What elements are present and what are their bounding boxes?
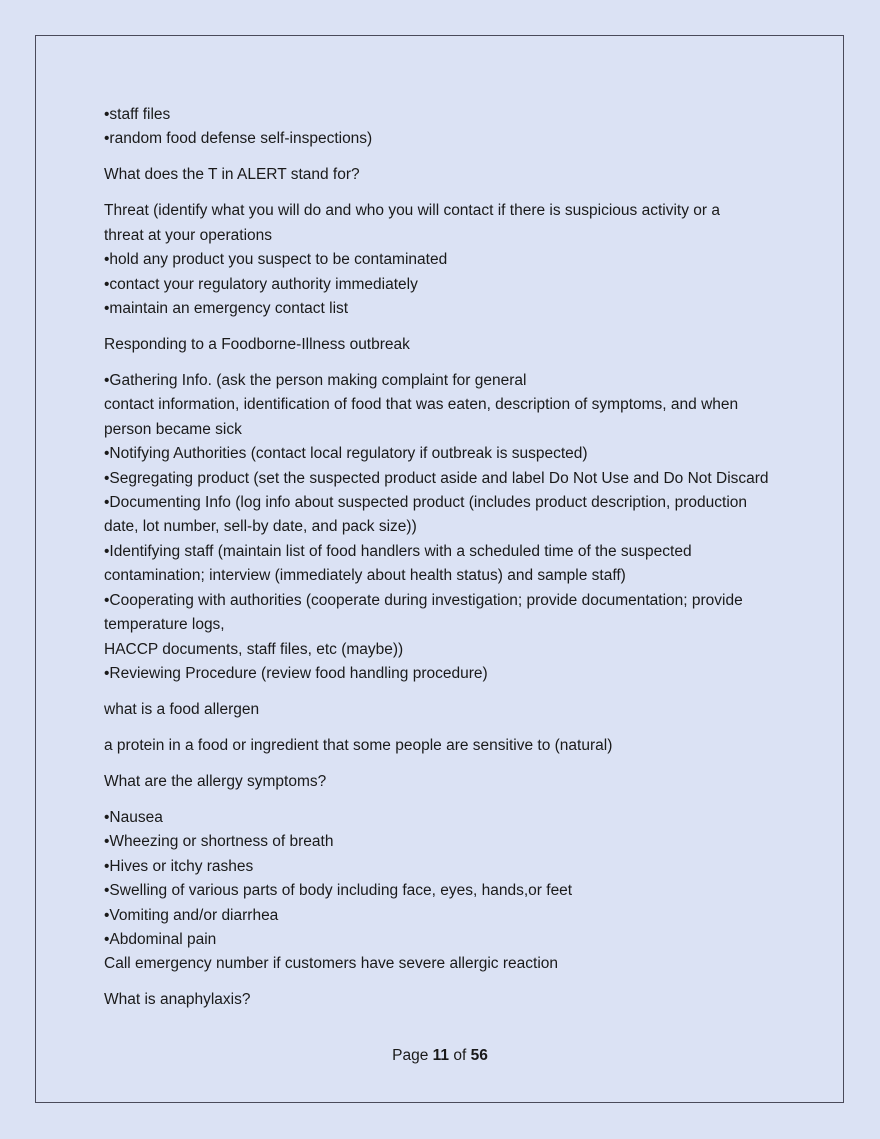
paragraph-spacer <box>104 188 794 200</box>
paragraph <box>104 698 794 722</box>
text-line: •Notifying Authorities (contact local regulatory if outbreak is suspected) <box>104 445 588 463</box>
text-line: •Cooperating with authorities (cooperate during investigation; provide documentation; provide <box>104 591 743 609</box>
text-line: threat at your operations <box>104 226 273 244</box>
text-line: a protein in a food or ingredient that some people are sensitive to (natural) <box>104 736 613 754</box>
text-line: •Segregating product (set the suspected product aside and label Do Not Use and Do Not Discard <box>104 469 769 487</box>
text-line: •staff files <box>104 106 171 123</box>
paragraph <box>104 333 794 357</box>
text-line: What are the allergy symptoms? <box>104 772 327 790</box>
text-line: •Swelling of various parts of body including face, eyes, hands,or feet <box>104 882 573 900</box>
text-line: •Hives or itchy rashes <box>104 857 254 875</box>
text-line: What does the T in ALERT stand for? <box>104 166 360 184</box>
text-line: •Identifying staff (maintain list of food handlers with a scheduled time of the suspected <box>104 542 692 560</box>
page-footer <box>0 1045 880 1067</box>
text-line: person became sick <box>104 420 242 438</box>
text-line: date, lot number, sell-by date, and pack size)) <box>104 518 417 536</box>
paragraph <box>104 163 794 187</box>
text-line: •Wheezing or shortness of breath <box>104 833 334 851</box>
text-line: •maintain an emergency contact list <box>104 300 349 318</box>
text-line: •contact your regulatory authority immediately <box>104 275 418 293</box>
paragraph-spacer <box>104 722 794 734</box>
paragraph-spacer <box>104 686 794 698</box>
paragraph-spacer <box>104 357 794 369</box>
text-line: HACCP documents, staff files, etc (maybe)) <box>104 640 404 658</box>
current-page-number: 11 <box>432 1047 450 1064</box>
paragraph-spacer <box>104 152 794 164</box>
paragraph-spacer <box>104 977 794 989</box>
text-line: Call emergency number if customers have severe allergic reaction <box>104 955 559 973</box>
text-line: What is anaphylaxis? <box>104 991 251 1009</box>
text-line: •Gathering Info. (ask the person making complaint for general <box>104 372 527 390</box>
text-line: •Documenting Info (log info about suspected product (includes product description, production <box>104 494 748 512</box>
paragraph-spacer <box>104 321 794 333</box>
text-line: Responding to a Foodborne-Illness outbreak <box>104 336 410 354</box>
paragraph <box>104 988 794 1012</box>
text-line: contamination; interview (immediately about health status) and sample staff) <box>104 567 626 585</box>
text-line: what is a food allergen <box>104 700 260 718</box>
paragraph <box>104 369 794 686</box>
text-line: •Nausea <box>104 808 163 826</box>
page-label: Page <box>392 1047 429 1064</box>
total-pages-number: 56 <box>470 1047 488 1064</box>
paragraph <box>104 199 794 321</box>
text-line: Threat (identify what you will do and who you will contact if there is suspicious activity or a <box>104 202 720 220</box>
paragraph <box>104 806 794 977</box>
paragraph <box>104 734 794 758</box>
text-line: •Reviewing Procedure (review food handling procedure) <box>104 664 488 682</box>
paragraph-spacer <box>104 758 794 770</box>
text-line: •Vomiting and/or diarrhea <box>104 906 279 924</box>
text-line: contact information, identification of food that was eaten, description of symptoms, and when <box>104 396 739 414</box>
text-line: temperature logs, <box>104 616 225 634</box>
text-line: •random food defense self-inspections) <box>104 130 373 148</box>
paragraph <box>104 770 794 794</box>
document-body <box>104 103 794 1013</box>
paragraph <box>104 103 794 152</box>
paragraph-spacer <box>104 794 794 806</box>
text-line: •hold any product you suspect to be contaminated <box>104 251 448 269</box>
of-label: of <box>453 1047 467 1064</box>
text-line: •Abdominal pain <box>104 930 217 948</box>
